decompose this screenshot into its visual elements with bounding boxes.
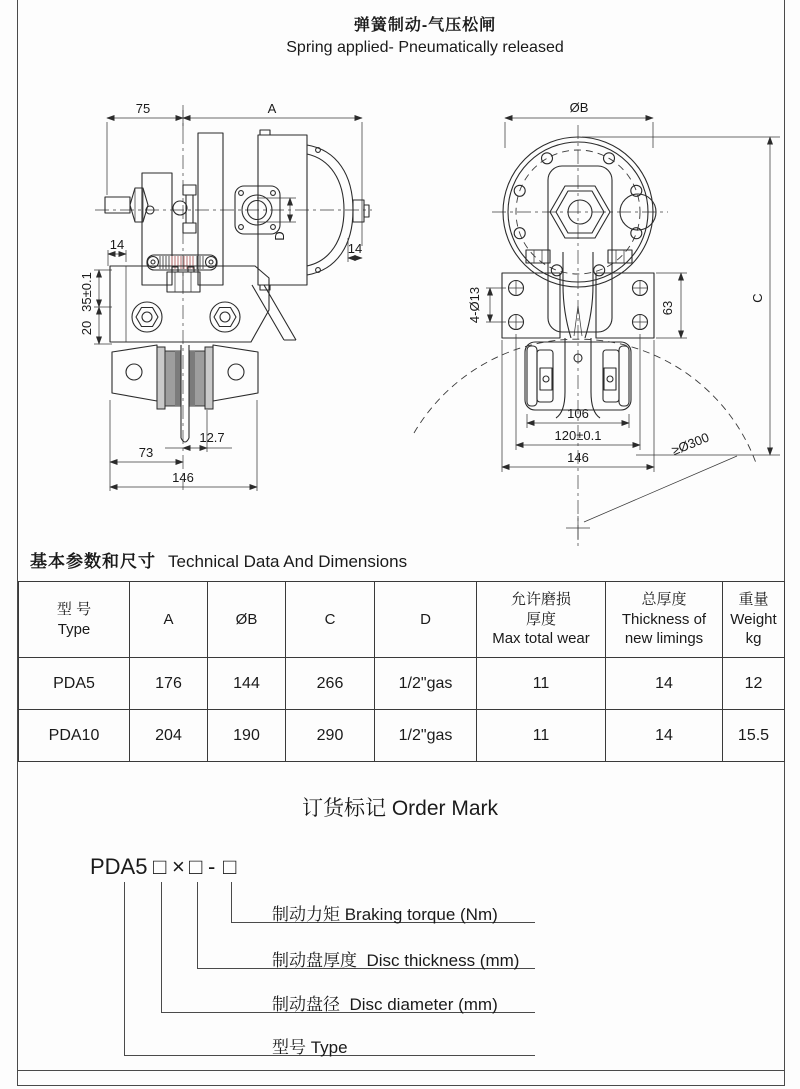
order-mark-connector bbox=[231, 882, 232, 922]
table-cell: 144 bbox=[208, 658, 286, 710]
dim-63 bbox=[656, 273, 687, 338]
header-weight-en2: kg bbox=[745, 630, 762, 648]
table-cell: 204 bbox=[130, 710, 208, 762]
dim-4xO13 bbox=[467, 287, 506, 323]
dim-label-63: 63 bbox=[660, 300, 675, 316]
order-mark-label-torque: 制动力矩 Braking torque (Nm) bbox=[272, 905, 498, 924]
dim-label-14l: 14 bbox=[109, 237, 125, 252]
header-thickness-en2: new limings bbox=[624, 630, 704, 648]
header-thickness-zh: 总厚度 bbox=[641, 591, 687, 609]
dim-label-146-left: 146 bbox=[172, 470, 194, 485]
table-cell: 14 bbox=[606, 710, 723, 762]
table-cell: 190 bbox=[208, 710, 286, 762]
dim-label-120: 120±0.1 bbox=[554, 428, 602, 443]
caliper-ears bbox=[112, 345, 258, 401]
dim-bottom-left-view bbox=[110, 400, 257, 491]
dim-label-75: 75 bbox=[135, 101, 151, 116]
housing-circle bbox=[503, 137, 656, 332]
header-wear-zh1: 允许磨损 bbox=[510, 591, 571, 609]
table-cell: PDA10 bbox=[19, 710, 130, 762]
table-row-pda5 bbox=[19, 658, 785, 710]
section-heading-en: Technical Data And Dimensions bbox=[168, 552, 408, 571]
table-header-row bbox=[19, 582, 785, 658]
title-block bbox=[0, 12, 800, 57]
main-bracket bbox=[110, 266, 269, 342]
dim-label-35: 35±0.1 bbox=[79, 272, 94, 312]
table-header-wear bbox=[477, 582, 606, 658]
header-thickness-en1: Thickness of bbox=[621, 610, 707, 628]
order-mark-label-thickness: 制动盘厚度 Disc thickness (mm) bbox=[272, 951, 520, 970]
header-wear-zh2: 厚度 bbox=[525, 610, 556, 628]
technical-data-table bbox=[18, 581, 785, 762]
bolt-left bbox=[132, 302, 162, 332]
dim-label-73: 73 bbox=[138, 445, 154, 460]
dim-label-20: 20 bbox=[79, 320, 94, 336]
table-header-type bbox=[19, 582, 130, 658]
page-title-en: Spring applied- Pneumatically released bbox=[286, 39, 564, 56]
table-header-c: C bbox=[286, 582, 375, 658]
header-weight-en1: Weight bbox=[730, 610, 777, 628]
order-code-box2: □ bbox=[189, 854, 203, 879]
order-code-times: × bbox=[172, 854, 185, 879]
table-cell: 12 bbox=[723, 658, 785, 710]
dim-label-106: 106 bbox=[567, 406, 589, 421]
table-cell: 1/2"gas bbox=[375, 710, 477, 762]
dim-left-vertical bbox=[79, 270, 112, 344]
bolt-right bbox=[210, 302, 240, 332]
table-cell: 11 bbox=[477, 710, 606, 762]
dim-label-A: A bbox=[267, 101, 277, 116]
order-mark-bottom-rule bbox=[17, 1070, 785, 1071]
dim-14-right bbox=[348, 238, 362, 262]
dim-14-left bbox=[108, 237, 126, 266]
dim-label-OB: ØB bbox=[569, 100, 589, 115]
order-code-type: PDA5 bbox=[90, 854, 148, 879]
table-cell: 15.5 bbox=[723, 710, 785, 762]
table-cell: 266 bbox=[286, 658, 375, 710]
header-weight-zh: 重量 bbox=[738, 591, 769, 609]
order-mark-label-type: 型号 Type bbox=[272, 1038, 348, 1057]
table-cell: 14 bbox=[606, 658, 723, 710]
dim-OB bbox=[505, 100, 653, 148]
table-cell: 176 bbox=[130, 658, 208, 710]
table-row-pda10 bbox=[19, 710, 785, 762]
dim-label-146-right: 146 bbox=[567, 450, 589, 465]
dim-label-14r: 14 bbox=[347, 241, 363, 256]
dim-label-D: D bbox=[272, 231, 287, 241]
order-mark-heading: 订货标记 Order Mark bbox=[301, 797, 498, 820]
order-mark-connector bbox=[161, 882, 162, 1012]
order-mark-label-diameter: 制动盘径 Disc diameter (mm) bbox=[272, 995, 498, 1014]
table-header-weight bbox=[723, 582, 785, 658]
page-bottom-edge bbox=[17, 1085, 785, 1086]
disc-edge bbox=[181, 345, 189, 442]
table-header-a: A bbox=[130, 582, 208, 658]
left-view bbox=[79, 101, 372, 491]
section-heading-zh: 基本参数和尺寸 bbox=[30, 552, 156, 571]
brake-pads bbox=[157, 345, 213, 442]
dim-label-12-7: 12.7 bbox=[199, 430, 225, 445]
table-cell: 1/2"gas bbox=[375, 658, 477, 710]
table-cell: 11 bbox=[477, 658, 606, 710]
header-type-en: Type bbox=[57, 620, 91, 638]
dim-label-4O13: 4-Ø13 bbox=[467, 286, 482, 324]
table-header-d: D bbox=[375, 582, 477, 658]
pneumatic-chamber bbox=[235, 130, 369, 340]
dim-label-disc: ≥Ø300 bbox=[669, 429, 712, 459]
table-cell: 290 bbox=[286, 710, 375, 762]
spring bbox=[147, 255, 217, 270]
table-header-ob: ØB bbox=[208, 582, 286, 658]
right-view bbox=[414, 100, 780, 548]
technical-drawings bbox=[0, 70, 800, 560]
header-type-zh: 型 号 bbox=[56, 601, 92, 618]
table-cell: PDA5 bbox=[19, 658, 130, 710]
order-mark-connector bbox=[124, 882, 125, 1055]
order-code-dash: - bbox=[208, 854, 216, 879]
order-code-box1: □ bbox=[153, 854, 167, 879]
order-code-box3: □ bbox=[223, 854, 237, 879]
order-mark-connector bbox=[197, 882, 198, 968]
table-header-thickness bbox=[606, 582, 723, 658]
section-heading bbox=[30, 547, 407, 572]
header-wear-en: Max total wear bbox=[492, 630, 590, 648]
dim-label-C: C bbox=[750, 293, 765, 303]
page-title-zh: 弹簧制动-气压松闸 bbox=[353, 17, 497, 34]
